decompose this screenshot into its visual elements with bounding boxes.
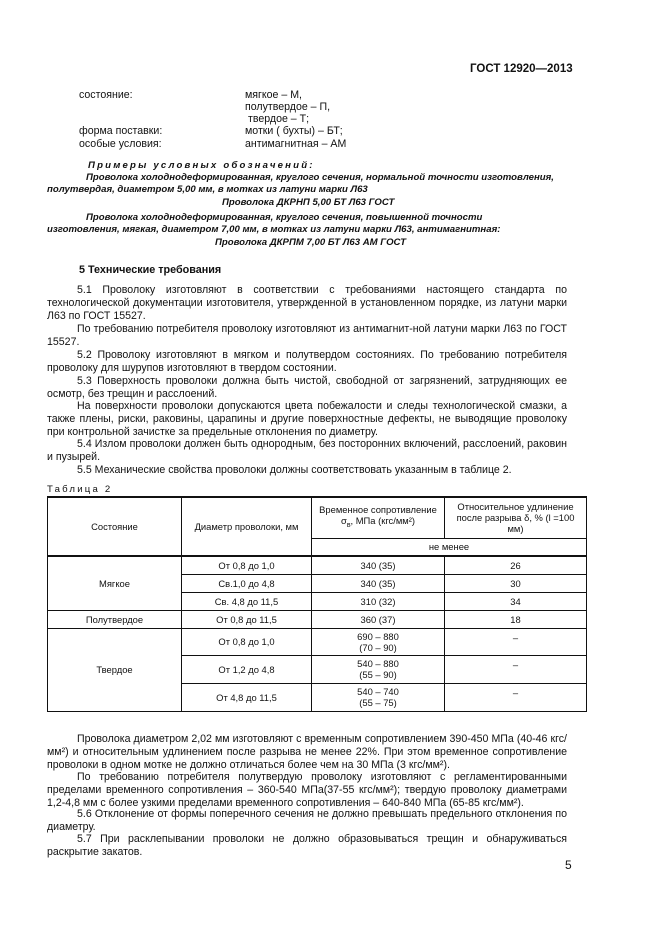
example1-line1: Проволока холоднодеформированная, круглого сечения, нормальной точности изготовления, bbox=[86, 172, 554, 183]
table-cell-strength: 540 – 880 (55 – 90) bbox=[312, 655, 445, 683]
paragraph-5-1: 5.1 Проволоку изготовляют в соответствии с требованиями настоящего стандарта по технологической документации изготовителя, утвержденной в установленном порядке, из латуни марки Л63 по ГОСТ 15527. bbox=[47, 284, 567, 322]
example2-line1: Проволока холоднодеформированная, круглого сечения, повышенной точности bbox=[86, 212, 483, 223]
example2-code: Проволока ДКРПМ 7,00 БТ Л63 АМ ГОСТ bbox=[215, 237, 406, 248]
table-cell-elongation: 18 bbox=[445, 610, 587, 628]
table-cell-elongation: 34 bbox=[445, 592, 587, 610]
examples-title: Примеры условных обозначений: bbox=[88, 160, 315, 171]
header-diameter: Диаметр проволоки, мм bbox=[182, 497, 312, 556]
table-cell-diameter: От 0,8 до 1,0 bbox=[182, 628, 312, 655]
state-semi-hard: Полутвердое bbox=[48, 610, 182, 628]
header-state: Состояние bbox=[48, 497, 182, 556]
table-cell-strength: 690 – 880 (70 – 90) bbox=[312, 628, 445, 655]
table-cell-diameter: От 4,8 до 11,5 bbox=[182, 683, 312, 711]
table-cell-elongation: – bbox=[445, 683, 587, 711]
mechanical-properties-table bbox=[47, 496, 587, 712]
paragraph-5-6: 5.6 Отклонение от формы поперечного сечения не должно превышать предельного отклонения по диаметру. bbox=[47, 808, 567, 833]
section-title: 5 Технические требования bbox=[79, 264, 222, 276]
example1-line2: полутвердая, диаметром 5,00 мм, в мотках из латуни марки Л63 bbox=[47, 184, 368, 195]
table-cell-diameter: От 0,8 до 1,0 bbox=[182, 556, 312, 574]
paragraph-customer-request: По требованию потребителя полутвердую проволоку изготовляют с регламентированными пределами временного сопротивления – 360-540 МПа(37-55 кгс/мм²); твердую проволоку диаметрами 1,2-4,8 мм с более узкими пределами временного сопротивления – 640-840 МПа (65-85 кгс/мм²). bbox=[47, 771, 567, 809]
table-cell-diameter: Св. 4,8 до 11,5 bbox=[182, 592, 312, 610]
header-elongation: Относительное удлинение после разрыва δ, % (l =100 мм) bbox=[445, 497, 587, 538]
table-cell-elongation: – bbox=[445, 655, 587, 683]
form-value: мотки ( бухты) – БТ; bbox=[245, 125, 343, 137]
paragraph-diameter-2-02: Проволока диаметром 2,02 мм изготовляют с временным сопротивлением 390-450 МПа (40-46 кгс/мм²) и относительным удлинением после разрыва не менее 22%. При этом временное сопротивление проволоки в одном мотке не должно отличаться более чем на 30 МПа (3 кгс/мм²). bbox=[47, 733, 567, 771]
table-cell-strength: 310 (32) bbox=[312, 592, 445, 610]
table-cell-strength: 340 (35) bbox=[312, 574, 445, 592]
paragraph-5-3: 5.3 Поверхность проволоки должна быть чистой, свободной от загрязнений, затрудняющих ее осмотр, без трещин и расслоений. bbox=[47, 375, 567, 400]
header-min: не менее bbox=[312, 538, 587, 556]
example2-line2: изготовления, мягкая, диаметром 7,00 мм, в мотках из латуни марки Л63, антимагнитная: bbox=[47, 224, 501, 235]
table-cell-strength: 340 (35) bbox=[312, 556, 445, 574]
header-strength: Временное сопротивление $\sigma_в$, МПа (кгс/мм²) bbox=[312, 497, 445, 538]
state-hard: Твердое bbox=[48, 628, 182, 711]
table-cell-diameter: От 1,2 до 4,8 bbox=[182, 655, 312, 683]
paragraph-antimagnetic: По требованию потребителя проволоку изготовляют из антимагнит-ной латуни марки Л63 по ГОСТ 15527. bbox=[47, 323, 567, 348]
paragraph-5-7: 5.7 При расклепывании проволоки не должно образовываться трещин и обнаруживаться раскрытие закатов. bbox=[47, 833, 567, 858]
paragraph-5-4: 5.4 Излом проволоки должен быть однородным, без посторонних включений, расслоений, раковин и пузырей. bbox=[47, 438, 567, 463]
table-cell-elongation: – bbox=[445, 628, 587, 655]
table-caption: Таблица 2 bbox=[47, 484, 113, 495]
example1-code: Проволока ДКРНП 5,00 БТ Л63 ГОСТ bbox=[222, 197, 395, 208]
table-cell-strength: 540 – 740 (55 – 75) bbox=[312, 683, 445, 711]
state-value-hard: твердое – Т; bbox=[248, 113, 310, 125]
table-cell-diameter: От 0,8 до 11,5 bbox=[182, 610, 312, 628]
state-label: состояние: bbox=[79, 89, 133, 101]
document-header: ГОСТ 12920—2013 bbox=[470, 63, 573, 75]
paragraph-surface: На поверхности проволоки допускаются цвета побежалости и следы технологической смазки, а также плены, риски, раковины, царапины и другие поверхностные дефекты, не выводящие проволоку при контрольной зачистке за предельные отклонения по диаметру. bbox=[47, 400, 567, 438]
state-value-semi: полутвердое – П, bbox=[245, 101, 331, 113]
table-cell-diameter: Св.1,0 до 4,8 bbox=[182, 574, 312, 592]
form-label: форма поставки: bbox=[79, 125, 163, 137]
state-soft: Мягкое bbox=[48, 556, 182, 610]
special-value: антимагнитная – АМ bbox=[245, 138, 347, 150]
paragraph-5-5: 5.5 Механические свойства проволоки должны соответствовать указанным в таблице 2. bbox=[77, 464, 512, 476]
special-label: особые условия: bbox=[79, 138, 162, 150]
table-cell-elongation: 30 bbox=[445, 574, 587, 592]
state-value-soft: мягкое – М, bbox=[245, 89, 302, 101]
page-number: 5 bbox=[565, 858, 572, 872]
table-cell-elongation: 26 bbox=[445, 556, 587, 574]
table-cell-strength: 360 (37) bbox=[312, 610, 445, 628]
paragraph-5-2: 5.2 Проволоку изготовляют в мягком и полутвердом состояниях. По требованию потребителя проволоку для шурупов изготовляют в твердом состоянии. bbox=[47, 349, 567, 374]
